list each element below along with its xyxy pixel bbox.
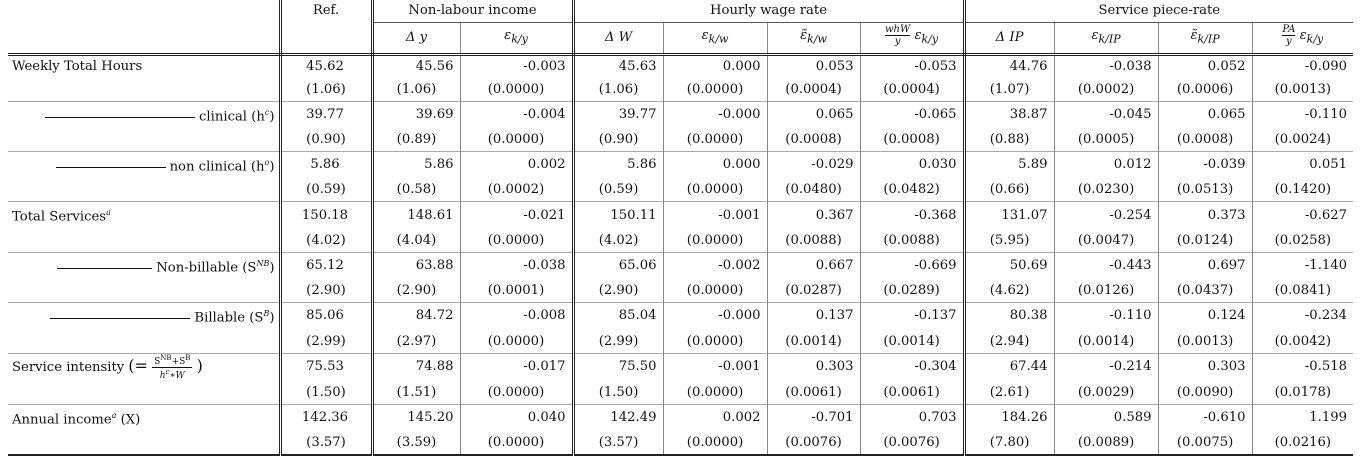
cell-value: 0.012: [1054, 152, 1158, 179]
cell-std-error: (2.97): [372, 330, 460, 354]
row-label-empty: [8, 279, 280, 303]
cell-value: -0.137: [860, 303, 964, 330]
header-delta-y: Δ y: [372, 23, 460, 55]
cell-std-error: (2.61): [964, 381, 1054, 405]
cell-std-error: (0.0014): [1054, 330, 1158, 354]
cell-value: 142.36: [280, 404, 372, 431]
cell-value: -0.701: [767, 404, 860, 431]
cell-std-error: (0.89): [372, 128, 460, 152]
cell-std-error: (0.0090): [1158, 381, 1252, 405]
cell-std-error: (0.0000): [663, 279, 767, 303]
header-group-row: [8, 0, 1353, 23]
cell-std-error: (0.0061): [767, 381, 860, 405]
header-delta-ip: Δ IP: [964, 23, 1054, 55]
cell-std-error: (0.0841): [1274, 283, 1332, 299]
cell-std-error: (0.58): [372, 178, 460, 202]
cell-value: -0.000: [663, 101, 767, 128]
cell-std-error: (0.0000): [663, 330, 767, 354]
cell-std-error: (0.0042): [1274, 333, 1332, 349]
cell-value: 0.065: [767, 101, 860, 128]
cell-std-error: (0.0061): [860, 381, 964, 405]
table-row-se: [8, 431, 1353, 455]
cell-value: 5.86: [573, 152, 663, 179]
row-label-text: Non-billable (S: [156, 260, 257, 276]
cell-std-error: (0.0001): [460, 279, 573, 303]
cell-std-error: (0.0000): [460, 128, 573, 152]
cell-std-error: (2.99): [573, 330, 663, 354]
row-label-empty: [8, 128, 280, 152]
cell-std-error: (1.51): [372, 381, 460, 405]
cell-std-error: (0.0000): [663, 431, 767, 455]
table-row-se: [8, 279, 1353, 303]
cell-value: 0.053: [767, 54, 860, 78]
table-row: [8, 101, 1353, 128]
cell-std-error: (0.59): [573, 178, 663, 202]
row-label: [8, 101, 280, 128]
cell-std-error: (0.0089): [1054, 431, 1158, 455]
cell-std-error: (0.0480): [767, 178, 860, 202]
cell-value: 63.88: [372, 252, 460, 279]
cell-value: 148.61: [372, 202, 460, 229]
indent-rule: [57, 267, 152, 269]
cell-std-error: (0.0088): [767, 229, 860, 253]
cell-value: -0.610: [1158, 404, 1252, 431]
cell-std-error: (0.0076): [767, 431, 860, 455]
cell-std-error: (7.80): [964, 431, 1054, 455]
header-eps-ky: $\varepsilon_{k/y}$: [460, 23, 573, 55]
table-row-se: [8, 128, 1353, 152]
cell-value: 45.56: [372, 54, 460, 78]
cell-value: 142.49: [573, 404, 663, 431]
table-row: [8, 152, 1353, 179]
row-label-sup: NB: [256, 258, 270, 268]
cell-std-error: (0.0000): [460, 330, 573, 354]
cell-value: -0.002: [663, 252, 767, 279]
cell-std-error: (0.0258): [1274, 232, 1332, 248]
cell-std-error: (0.0513): [1158, 178, 1252, 202]
cell-value: 5.89: [964, 152, 1054, 179]
table-row-se: [8, 381, 1353, 405]
header-service-piece-rate: Service piece-rate: [964, 0, 1353, 23]
cell-std-error: (0.0482): [860, 178, 964, 202]
cell-value: -0.254: [1054, 202, 1158, 229]
cell-std-error: (0.0075): [1158, 431, 1252, 455]
cell-value: 150.18: [280, 202, 372, 229]
table-row: [8, 54, 1353, 78]
cell-std-error: (0.0024): [1274, 132, 1332, 148]
row-label-text: clinical (h: [199, 109, 265, 125]
cell-value: -0.065: [860, 101, 964, 128]
cell-value: 145.20: [372, 404, 460, 431]
cell-value: 84.72: [372, 303, 460, 330]
header-corner: [8, 0, 280, 54]
cell-value: 85.04: [573, 303, 663, 330]
header-eps-kw: $\varepsilon_{k/w}$: [663, 23, 767, 55]
cell-value: -0.000: [663, 303, 767, 330]
cell-std-error: (0.0014): [860, 330, 964, 354]
row-label: [8, 54, 280, 78]
cell-std-error: (1.50): [280, 381, 372, 405]
cell-std-error: (0.0029): [1054, 381, 1158, 405]
cell-value: 0.373: [1158, 202, 1252, 229]
cell-value: -0.234: [1304, 308, 1348, 324]
header-eps-tilde-kip: $\varepsiloñ_{k/IP}$: [1158, 23, 1252, 55]
cell-std-error: (2.90): [573, 279, 663, 303]
row-label: [8, 404, 280, 431]
cell-value: -0.004: [460, 101, 573, 128]
cell-value: -0.001: [663, 353, 767, 381]
cell-value: 0.000: [663, 54, 767, 78]
row-label-empty: [8, 330, 280, 354]
indent-rule: [50, 317, 190, 319]
row-label: [8, 303, 280, 330]
cell-value: 0.137: [767, 303, 860, 330]
cell-std-error: (0.90): [280, 128, 372, 152]
cell-value: 0.051: [1309, 157, 1348, 173]
cell-value: -0.053: [860, 54, 964, 78]
table-row-se: [8, 178, 1353, 202]
cell-value: -0.001: [663, 202, 767, 229]
row-label: [8, 353, 280, 381]
cell-std-error: (0.0002): [460, 178, 573, 202]
cell-std-error: (0.0013): [1158, 330, 1252, 354]
cell-std-error: (2.90): [280, 279, 372, 303]
cell-value: -0.090: [1304, 58, 1348, 74]
cell-std-error: (5.95): [964, 229, 1054, 253]
cell-std-error: (3.57): [280, 431, 372, 455]
row-label-text: non clinical (h: [169, 159, 265, 175]
cell-std-error: (3.57): [573, 431, 663, 455]
cell-value: 0.002: [460, 152, 573, 179]
row-label-sup: c: [264, 107, 270, 117]
cell-std-error: (0.0000): [663, 78, 767, 102]
cell-value: 39.69: [372, 101, 460, 128]
cell-value: 0.367: [767, 202, 860, 229]
row-label: [8, 152, 280, 179]
cell-std-error: (0.0000): [460, 381, 573, 405]
cell-value: -0.518: [1304, 359, 1348, 375]
service-intensity-formula: (= $S^{NB}+S^B$ $h^c∗W$ ): [128, 353, 203, 381]
indent-rule: [56, 166, 166, 168]
cell-value: 0.303: [1158, 353, 1252, 381]
cell-value: 0.052: [1158, 54, 1252, 78]
row-label-empty: [8, 381, 280, 405]
row-label-empty: [8, 178, 280, 202]
cell-value: -0.669: [860, 252, 964, 279]
row-label-close: ): [269, 310, 275, 326]
cell-value: 131.07: [964, 202, 1054, 229]
cell-std-error: (0.88): [964, 128, 1054, 152]
cell-std-error: (0.0002): [1054, 78, 1158, 102]
cell-value: 39.77: [280, 101, 372, 128]
cell-value: 45.63: [573, 54, 663, 78]
cell-std-error: (0.0216): [1274, 434, 1332, 450]
row-label-sup: B: [263, 309, 270, 319]
cell-std-error: (0.0000): [663, 178, 767, 202]
cell-value: 0.703: [860, 404, 964, 431]
cell-value: -0.008: [460, 303, 573, 330]
cell-value: -0.110: [1054, 303, 1158, 330]
cell-std-error: (0.0437): [1158, 279, 1252, 303]
cell-value: 38.87: [964, 101, 1054, 128]
cell-std-error: (0.0088): [860, 229, 964, 253]
row-label: [8, 252, 280, 279]
table-row: [8, 252, 1353, 279]
cell-value: 74.88: [372, 353, 460, 381]
cell-std-error: (2.99): [280, 330, 372, 354]
cell-std-error: (0.0000): [460, 229, 573, 253]
cell-value: -0.029: [767, 152, 860, 179]
cell-std-error: (0.0126): [1054, 279, 1158, 303]
cell-value: -0.038: [1054, 54, 1158, 78]
row-label-text: Weekly Total Hours: [12, 58, 143, 74]
cell-std-error: (2.94): [964, 330, 1054, 354]
cell-std-error: (0.0013): [1274, 81, 1332, 97]
cell-value: 0.030: [860, 152, 964, 179]
cell-std-error: (0.0004): [860, 78, 964, 102]
cell-std-error: (0.0287): [767, 279, 860, 303]
cell-value: 5.86: [280, 152, 372, 179]
cell-value: 44.76: [964, 54, 1054, 78]
row-label-empty: [8, 431, 280, 455]
header-nonlabour-income: Non-labour income: [372, 0, 573, 23]
row-label-text: Billable (S: [194, 310, 264, 326]
header-ref: Ref.: [280, 0, 372, 54]
cell-value: 184.26: [964, 404, 1054, 431]
cell-std-error: (0.0006): [1158, 78, 1252, 102]
cell-std-error: (0.0008): [860, 128, 964, 152]
row-label-sup: o: [264, 158, 270, 168]
cell-std-error: (3.59): [372, 431, 460, 455]
cell-std-error: (4.02): [573, 229, 663, 253]
cell-value: -0.214: [1054, 353, 1158, 381]
table-row: [8, 202, 1353, 229]
cell-std-error: (0.0004): [767, 78, 860, 102]
cell-value: 67.44: [964, 353, 1054, 381]
cell-std-error: (0.66): [964, 178, 1054, 202]
row-label-close: ): [269, 260, 275, 276]
table-row-se: [8, 229, 1353, 253]
row-label-close: ): [269, 109, 275, 125]
cell-std-error: (4.62): [964, 279, 1054, 303]
table-row: [8, 303, 1353, 330]
cell-value: -0.017: [460, 353, 573, 381]
row-label-sup: a: [106, 208, 111, 218]
cell-std-error: (0.1420): [1274, 182, 1332, 198]
cell-std-error: (0.0076): [860, 431, 964, 455]
table-row: [8, 404, 1353, 431]
cell-std-error: (1.50): [573, 381, 663, 405]
row-label-text: Total Services: [12, 209, 107, 225]
results-table: [8, 0, 1353, 456]
header-eps-tilde-kw: $\varepsiloñ_{k/w}$: [767, 23, 860, 55]
cell-value: -0.039: [1158, 152, 1252, 179]
cell-value: 5.86: [372, 152, 460, 179]
header-pa-eps-ky: $\frac{PA}{y}$ $\varepsilon_{k/y}$: [1252, 23, 1353, 55]
cell-std-error: (1.07): [964, 78, 1054, 102]
row-label-empty: [8, 78, 280, 102]
cell-value: -0.003: [460, 54, 573, 78]
cell-std-error: (0.0230): [1054, 178, 1158, 202]
cell-value: 0.697: [1158, 252, 1252, 279]
cell-std-error: (0.0000): [663, 128, 767, 152]
cell-std-error: (2.90): [372, 279, 460, 303]
cell-std-error: (4.04): [372, 229, 460, 253]
cell-std-error: (0.0000): [460, 78, 573, 102]
cell-value: 0.065: [1158, 101, 1252, 128]
row-label-text: Service intensity: [12, 359, 125, 375]
cell-std-error: (0.90): [573, 128, 663, 152]
cell-value: 65.06: [573, 252, 663, 279]
cell-std-error: (0.0178): [1274, 384, 1332, 400]
cell-value: -0.304: [860, 353, 964, 381]
cell-value: -0.368: [860, 202, 964, 229]
header-eps-kip: $\varepsilon_{k/IP}$: [1054, 23, 1158, 55]
cell-value: -0.110: [1304, 106, 1348, 122]
row-label: [8, 202, 280, 229]
table-body: [8, 54, 1353, 455]
cell-value: 39.77: [573, 101, 663, 128]
cell-value: 80.38: [964, 303, 1054, 330]
cell-value: 65.12: [280, 252, 372, 279]
row-label-text: Annual income: [12, 411, 112, 427]
cell-std-error: (0.0014): [767, 330, 860, 354]
cell-std-error: (1.06): [573, 78, 663, 102]
cell-std-error: (0.0289): [860, 279, 964, 303]
table-row-se: [8, 78, 1353, 102]
cell-value: -0.021: [460, 202, 573, 229]
cell-value: -0.045: [1054, 101, 1158, 128]
cell-value: -0.443: [1054, 252, 1158, 279]
cell-value: 0.000: [663, 152, 767, 179]
cell-std-error: (1.06): [280, 78, 372, 102]
table-row: [8, 353, 1353, 381]
cell-value: -0.627: [1304, 207, 1348, 223]
cell-std-error: (0.0008): [767, 128, 860, 152]
cell-std-error: (0.0000): [663, 229, 767, 253]
cell-std-error: (4.02): [280, 229, 372, 253]
row-label-empty: [8, 229, 280, 253]
row-label-close: ): [269, 159, 275, 175]
row-label-close: (X): [116, 411, 141, 427]
cell-std-error: (0.0124): [1158, 229, 1252, 253]
cell-value: 0.002: [663, 404, 767, 431]
row-label-sup: a: [111, 410, 117, 420]
cell-std-error: (0.59): [280, 178, 372, 202]
cell-value: -1.140: [1304, 258, 1348, 273]
cell-value: 0.667: [767, 252, 860, 279]
header-delta-w: Δ W: [573, 23, 663, 55]
cell-value: 85.06: [280, 303, 372, 330]
cell-value: 0.124: [1158, 303, 1252, 330]
cell-value: 150.11: [573, 202, 663, 229]
cell-std-error: (0.0008): [1158, 128, 1252, 152]
cell-value: 45.62: [280, 54, 372, 78]
cell-value: 0.040: [460, 404, 573, 431]
indent-rule: [45, 116, 195, 118]
cell-std-error: (0.0000): [460, 431, 573, 455]
cell-value: 0.589: [1054, 404, 1158, 431]
header-hourly-wage-rate: Hourly wage rate: [573, 0, 964, 23]
header-whw-eps-ky: whW y $\varepsilon_{k/y}$: [860, 23, 964, 55]
cell-value: 1.199: [1309, 409, 1348, 425]
cell-std-error: (0.0005): [1054, 128, 1158, 152]
cell-value: 75.53: [280, 353, 372, 381]
table-row-se: [8, 330, 1353, 354]
cell-value: 75.50: [573, 353, 663, 381]
cell-value: 0.303: [767, 353, 860, 381]
cell-std-error: (0.0000): [663, 381, 767, 405]
cell-value: 50.69: [964, 252, 1054, 279]
cell-std-error: (1.06): [372, 78, 460, 102]
cell-std-error: (0.0047): [1054, 229, 1158, 253]
cell-value: -0.038: [460, 252, 573, 279]
